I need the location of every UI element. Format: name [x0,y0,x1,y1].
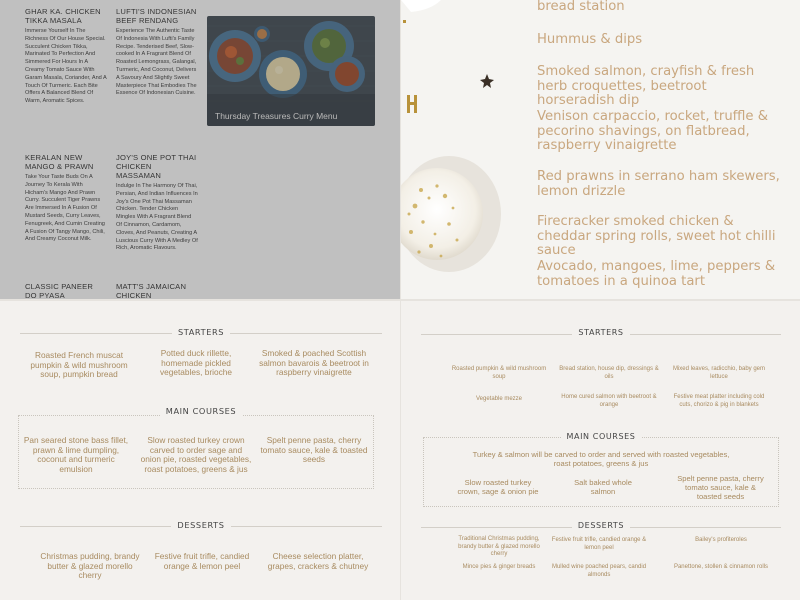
main-dish: Slow roasted turkey crown, sage & onion pie [457,478,539,496]
menu-item-description: Experience The Authentic Taste Of Indonesia With Lufti's Family Recipe. Tenderised Beef, Slow-cooked In A Fragrant Blend Of Roasted Lemongrass, Galangal, Turmeric, And Coconut, Delivers A Savoury And Slightly Sweet Masterpiece That Embodies The Essence Of Indonesian Cuisine. [116,28,197,97]
main-dish: Salt baked whole salmon [574,478,632,496]
desserts-heading [20,520,382,532]
dessert-dish: Cheese selection platter, grapes, crackers & chutney [267,551,369,571]
festive-plate-decoration [401,0,531,299]
dessert-dish: Festive fruit trifle, candied orange & lemon peel [551,537,647,551]
canape-item: Smoked salmon, crayfish & fresh herb croquettes, beetroot horseradish dip [537,64,755,109]
main-courses-heading [421,432,781,444]
starter-dish: Home cured salmon with beetroot & orange [561,394,657,408]
desserts-heading [421,521,781,533]
menu-item-title: MATT'S JAMAICAN CHICKEN [116,282,187,299]
menu-item-description: Take Your Taste Buds On A Journey To Kerala With Hicham's Mango And Prawn Curry. Succulent Tiger Prawns Are Immersed In A Fusion Of Mustard Seeds, Curry Leaves, Fenugreek, And Cumin Creating A Fusion Of Tangy Mango, Chili, And Creamy Coconut Milk. [25,174,105,243]
main-dish: Pan seared stone bass fillet, prawn & lime dumpling, coconut and turmeric emulsion [23,435,129,475]
festive-canape-panel [401,0,800,299]
menu-item-description: Indulge In The Harmony Of Thai, Persian, And Indian Influences In Joy's One Pot Thai Massaman Chicken. Tender Chicken Mingles With A Fragrant Blend Of Cinnamon, Cardamom, Cloves, And Peanuts, Creating A Luscious Curry With A Medley Of Rich, Aromatic Flavours. [116,183,198,252]
section-title: MAIN COURSES [160,406,242,416]
curry-menu-promo-card[interactable] [207,16,375,126]
starter-dish: Festive meat platter including cold cuts, chorizo & pig in blankets [673,394,765,408]
curry-menu-panel [0,0,400,299]
menu-item-title: KERALAN NEW MANGO & PRAWN [25,153,94,171]
section-title: MAIN COURSES [561,432,642,441]
menu-item-title: LUFTI'S INDONESIAN BEEF RENDANG [116,7,197,25]
canape-item: Firecracker smoked chicken & cheddar spring rolls, sweet hot chilli sauce [537,214,776,259]
menu-item-thai-massaman[interactable] [116,153,198,253]
menu-item-beef-rendang[interactable] [116,7,198,98]
menu-item-title: GHAR KA. CHICKEN TIKKA MASALA [25,7,101,25]
menu-item-paneer-do-pyasa[interactable] [25,282,107,299]
canape-item: Red prawns in serrano ham skewers, lemon drizzle [537,169,780,199]
canape-item: Venison carpaccio, rocket, truffle & pecorino shavings, on flatbread, raspberry vinaigrette [537,109,769,154]
section-title: DESSERTS [171,520,230,530]
menu-item-tikka-masala[interactable] [25,7,107,106]
festive-set-menu [0,301,400,600]
menu-item-jamaican-chicken[interactable] [116,282,198,299]
starter-dish: Roasted pumpkin & wild mushroom soup [451,366,547,380]
main-dish: Spelt penne pasta, cherry tomato sauce, kale & toasted seeds [677,474,764,501]
menu-item-title: CLASSIC PANEER DO PYASA [25,282,94,299]
starter-dish: Roasted French muscat pumpkin & wild mushroom soup, pumpkin bread [30,350,128,380]
section-title: STARTERS [572,328,629,337]
starter-dish: Bread station, house dip, dressings & oils [559,366,659,380]
menu-item-mango-prawn[interactable] [25,153,107,244]
festive-buffet-menu [401,301,800,600]
curry-dishes-image [207,16,375,126]
starter-dish: Smoked & poached Scottish salmon bavarois & beetroot in raspberry vinaigrette [259,348,369,378]
starter-dish: Potted duck rillette, homemade pickled vegetables, brioche [160,348,232,378]
dessert-dish: Traditional Christmas pudding, brandy butter & glazed morello cherry [458,536,540,558]
canape-item: Hummus & dips [537,32,643,47]
main-courses-intro: Turkey & salmon will be carved to order and served with roasted vegetables, roast potatoes, greens & jus [472,450,730,468]
dessert-dish: Christmas pudding, brandy butter & glazed morello cherry [40,551,140,581]
section-title: DESSERTS [572,521,630,530]
menu-item-title: JOY'S ONE POT THAI CHICKEN MASSAMAN [116,153,197,180]
main-courses-heading [20,406,382,418]
promo-caption: Thursday Treasures Curry Menu [215,111,338,121]
canape-item: bread station [537,0,625,14]
starters-heading [421,328,781,340]
section-title: STARTERS [172,327,230,337]
starter-dish: Mixed leaves, radicchio, baby gem lettuce [672,366,766,380]
main-dish: Spelt penne pasta, cherry tomato sauce, kale & toasted seeds [260,435,368,465]
dessert-dish: Mulled wine poached pears, candid almonds [551,564,647,578]
dessert-dish: Panettone, stollen & cinnamon rolls [673,564,769,570]
dessert-dish: Festive fruit trifle, candied orange & lemon peel [154,551,250,571]
starters-heading [20,327,382,339]
dessert-dish: Bailey's profiteroles [695,537,747,543]
dessert-dish: Mince pies & ginger breads [462,564,536,570]
menu-item-description: Immerse Yourself In The Richness Of Our House Special. Succulent Chicken Tikka, Marinated To Perfection And Simmered For Hours In A Creamy Tomato Sauce With Garam Masala, Coriander, And A Touch Of Turmeric. Each Bite Offers A Balanced Blend Of Warm, Aromatic Spices. [25,28,107,105]
main-dish: Slow roasted turkey crown carved to order sage and onion pie, roasted vegetables, roast potatoes, greens & jus [140,435,252,475]
starter-dish: Vegetable mezze [475,396,523,402]
canape-item: Avocado, mangoes, lime, peppers & tomatoes in a quinoa tart [537,259,776,289]
